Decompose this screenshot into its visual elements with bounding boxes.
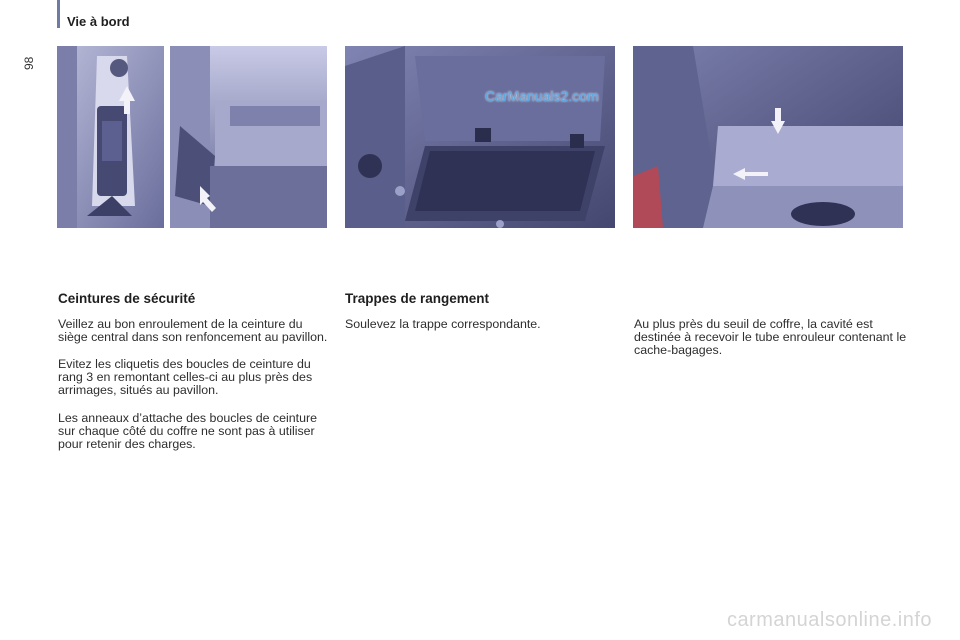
- paragraph-seatbelt-1: Veillez au bon enroulement de la ceinture du siège central dans son renfoncement au pavillon.: [58, 317, 328, 345]
- page-number: 98: [22, 56, 36, 70]
- heading-seatbelts: Ceintures de sécurité: [58, 291, 196, 306]
- photo-boot-sill-cavity: [633, 46, 903, 228]
- paragraph-boot-sill: Au plus près du seuil de coffre, la cavité est destinée à recevoir le tube enrouleur contenant le cache-bagages.: [634, 317, 907, 358]
- heading-storage-hatches: Trappes de rangement: [345, 291, 490, 306]
- paragraph-storage-hatch: Soulevez la trappe correspondante.: [345, 317, 541, 331]
- photo-seatbelt-retractor: [57, 46, 164, 228]
- watermark-carmanualsonline: carmanualsonline.info: [726, 609, 932, 631]
- paragraph-seatbelt-3: Les anneaux d’attache des boucles de ceinture sur chaque côté du coffre ne sont pas à utiliser pour retenir des charges.: [58, 411, 318, 452]
- section-title: Vie à bord: [67, 14, 130, 29]
- watermark-carmanuals: CarManuals2.com: [485, 88, 599, 104]
- photo-seatbelt-anchor: [170, 46, 327, 228]
- header-accent-bar: [57, 0, 60, 28]
- paragraph-seatbelt-2: Evitez les cliquetis des boucles de ceinture du rang 3 en remontant celles-ci au plus près des arrimages, situés au pavillon.: [58, 357, 313, 398]
- photo-storage-hatch: [345, 46, 615, 228]
